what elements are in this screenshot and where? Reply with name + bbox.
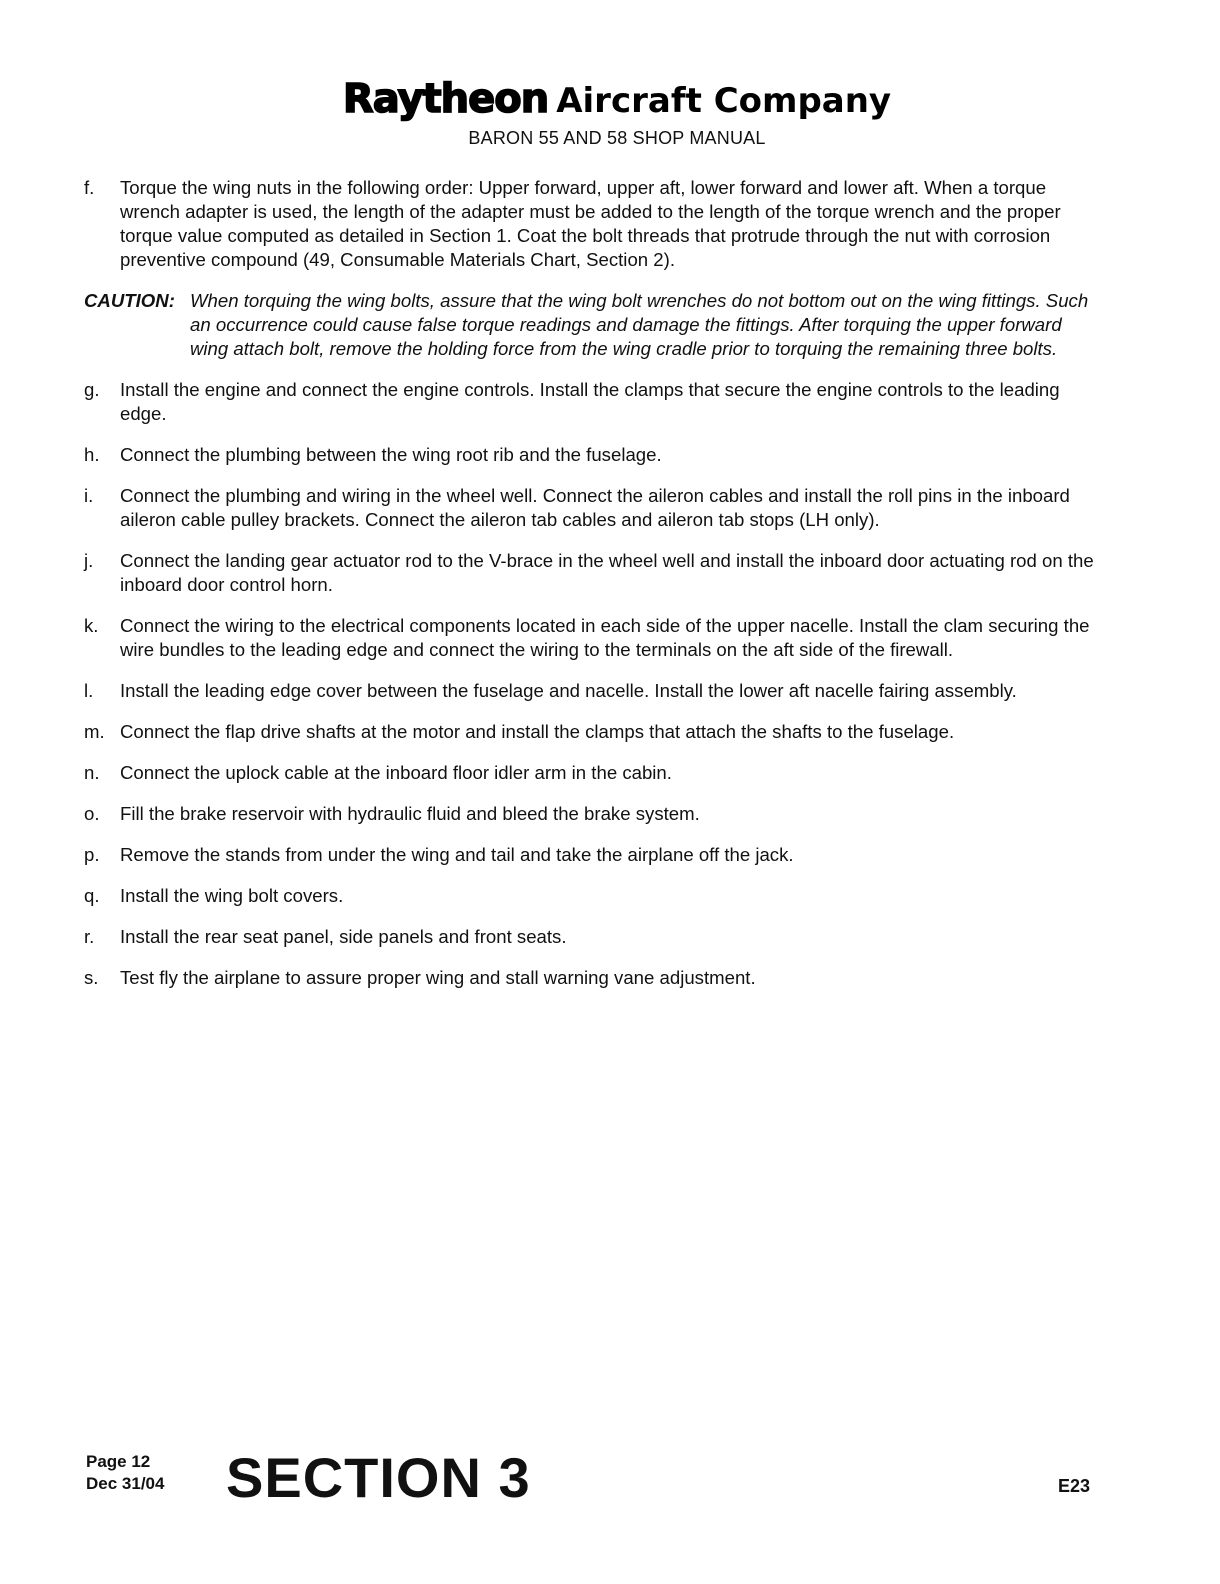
manual-title: BARON 55 AND 58 SHOP MANUAL bbox=[468, 128, 766, 148]
procedure-step bbox=[84, 176, 1094, 272]
step-letter: o. bbox=[84, 803, 100, 824]
procedure-step bbox=[84, 720, 1094, 744]
revision-date: Dec 31/04 bbox=[86, 1474, 165, 1493]
steps-before bbox=[84, 176, 1094, 272]
raytheon-logo: Raytheon bbox=[342, 76, 549, 122]
step-letter: i. bbox=[84, 485, 94, 506]
brand-line bbox=[343, 76, 891, 122]
page-header bbox=[0, 76, 1220, 149]
step-text: Remove the stands from under the wing and tail and take the airplane off the jack. bbox=[120, 844, 794, 865]
procedure-step bbox=[84, 802, 1094, 826]
page-number: Page 12 bbox=[86, 1452, 151, 1471]
procedure-step bbox=[84, 614, 1094, 662]
step-letter: r. bbox=[84, 926, 95, 947]
company-name: Aircraft Company bbox=[556, 81, 892, 121]
procedure-step bbox=[84, 549, 1094, 597]
caution-note bbox=[84, 289, 1094, 361]
step-text: Test fly the airplane to assure proper wing and stall warning vane adjustment. bbox=[120, 967, 756, 988]
step-letter: s. bbox=[84, 967, 99, 988]
step-letter: m. bbox=[84, 721, 105, 742]
procedure-step bbox=[84, 925, 1094, 949]
caution-text: When torquing the wing bolts, assure that the wing bolt wrenches do not bottom out on the wing fittings. Such an occurrence could cause false torque readings and damage the fittings. After torquing the upper forward wing attach bolt, remove the holding force from the wing cradle prior to torquing the remaining three bolts. bbox=[190, 290, 1089, 359]
procedure-step bbox=[84, 484, 1094, 532]
step-text: Install the engine and connect the engine controls. Install the clamps that secure the engine controls to the leading edge. bbox=[120, 379, 1060, 424]
step-text: Connect the wiring to the electrical components located in each side of the upper nacelle. Install the clam securing the wire bundles to the leading edge and connect the wiring to the terminals on the aft side of the firewall. bbox=[120, 615, 1090, 660]
procedure-step bbox=[84, 761, 1094, 785]
step-letter: p. bbox=[84, 844, 100, 865]
step-text: Install the leading edge cover between the fuselage and nacelle. Install the lower aft nacelle fairing assembly. bbox=[120, 680, 1017, 701]
caution-label: CAUTION: bbox=[84, 290, 175, 311]
step-letter: l. bbox=[84, 680, 94, 701]
step-text: Connect the plumbing and wiring in the wheel well. Connect the aileron cables and install the roll pins in the inboard aileron cable pulley brackets. Connect the aileron tab cables and aileron tab stops (LH only). bbox=[120, 485, 1070, 530]
procedure-step bbox=[84, 884, 1094, 908]
step-text: Fill the brake reservoir with hydraulic fluid and bleed the brake system. bbox=[120, 803, 700, 824]
step-letter: j. bbox=[84, 550, 94, 571]
step-letter: n. bbox=[84, 762, 100, 783]
step-letter: k. bbox=[84, 615, 99, 636]
document-code: E23 bbox=[1057, 1476, 1090, 1496]
procedure-content bbox=[84, 176, 1094, 1007]
step-text: Install the wing bolt covers. bbox=[120, 885, 344, 906]
procedure-step bbox=[84, 966, 1094, 990]
step-text: Connect the landing gear actuator rod to the V-brace in the wheel well and install the inboard door actuating rod on the inboard door control horn. bbox=[120, 550, 1094, 595]
procedure-step bbox=[84, 679, 1094, 703]
step-letter: g. bbox=[84, 379, 100, 400]
procedure-step bbox=[84, 378, 1094, 426]
step-text: Torque the wing nuts in the following order: Upper forward, upper aft, lower forward and lower aft. When a torque wrench adapter is used, the length of the adapter must be added to the length of the torque wrench and the proper torque value computed as detailed in Section 1. Coat the bolt threads that protrude through the nut with corrosion preventive compound (49, Consumable Materials Chart, Section 2). bbox=[120, 177, 1061, 270]
step-text: Connect the flap drive shafts at the motor and install the clamps that attach the shafts to the fuselage. bbox=[120, 721, 955, 742]
steps-after bbox=[84, 378, 1094, 990]
step-letter: h. bbox=[84, 444, 100, 465]
step-letter: f. bbox=[84, 177, 95, 198]
procedure-step bbox=[84, 843, 1094, 867]
step-text: Connect the plumbing between the wing root rib and the fuselage. bbox=[120, 444, 662, 465]
step-letter: q. bbox=[84, 885, 100, 906]
footer-page-info bbox=[86, 1451, 164, 1495]
step-text: Install the rear seat panel, side panels and front seats. bbox=[120, 926, 567, 947]
step-text: Connect the uplock cable at the inboard floor idler arm in the cabin. bbox=[120, 762, 672, 783]
section-title: SECTION 3 bbox=[226, 1446, 531, 1509]
procedure-step bbox=[84, 443, 1094, 467]
